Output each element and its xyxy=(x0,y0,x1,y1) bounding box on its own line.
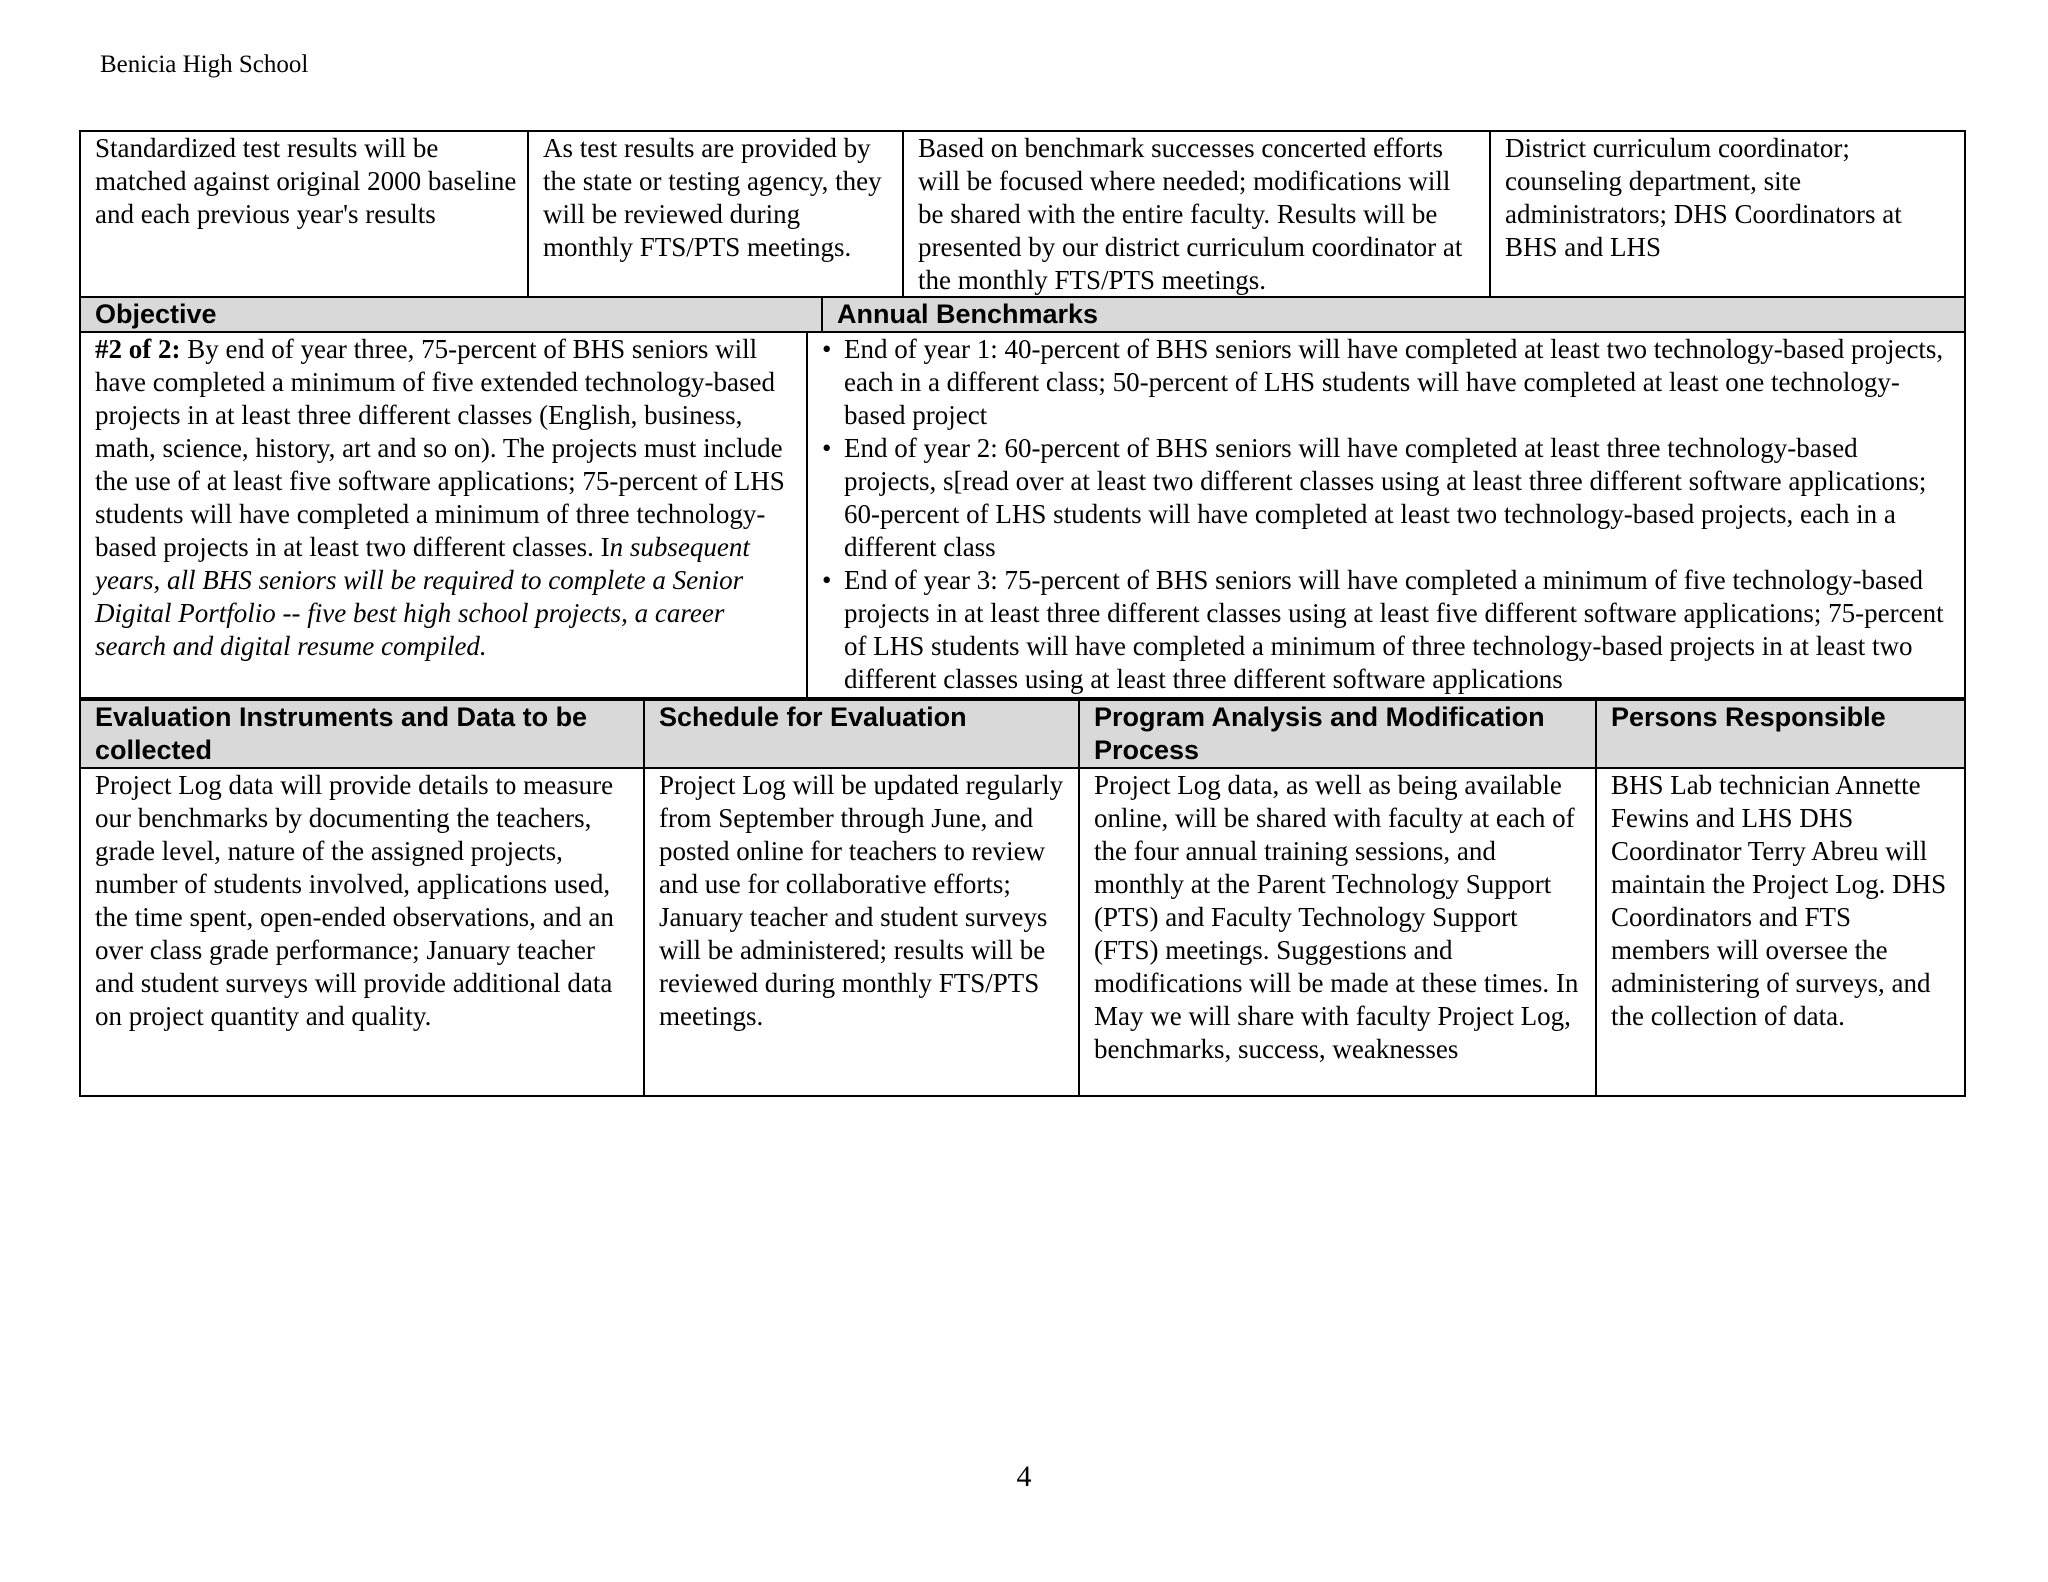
persons-cell: BHS Lab technician Annette Fewins and LHS DHS Coordinator Terry Abreu will maintain the Project Log. DHS Coordinators and FTS members will oversee the administering of surveys, and the collection of data. xyxy=(1596,768,1965,1096)
page-number: 4 xyxy=(1016,1460,1032,1493)
schedule-cell: Project Log will be updated regularly from September through June, and posted online for teachers to review and use for collaborative efforts; January teacher and student surveys will be administered; results will be reviewed during monthly FTS/PTS meetings. xyxy=(644,768,1079,1096)
benchmark-text: End of year 1: 40-percent of BHS seniors will have completed at least two technology-based projects, each in a different class; 50-percent of LHS students will have completed at least one technology-based project xyxy=(844,334,1944,430)
analysis-header: Program Analysis and Modification Process xyxy=(1079,700,1596,768)
evaluation-cell: Standardized test results will be matched against original 2000 baseline and each previous year's results xyxy=(80,131,528,298)
benchmarks-header: Annual Benchmarks xyxy=(822,297,1965,332)
evaluation-cell: Project Log data will provide details to measure our benchmarks by documenting the teachers, grade level, nature of the assigned projects, number of students involved, applications used, the time spent, open-ended observations, and an over class grade performance; January teacher and student surveys will provide additional data on project quantity and quality. xyxy=(80,768,644,1096)
schedule-header: Schedule for Evaluation xyxy=(644,700,1079,768)
list-item xyxy=(822,333,1954,432)
table-row xyxy=(80,131,1965,298)
benchmark-text: End of year 2: 60-percent of BHS seniors will have completed at least three technology-based projects, s[read over at least two different classes using at least three different software applications; 60-percent of LHS students will have completed at least two technology-based projects, each in a different class xyxy=(844,433,1927,562)
list-item xyxy=(822,564,1954,696)
benchmark-text: End of year 3: 75-percent of BHS seniors will have completed a minimum of five technology-based projects in at least three different classes using at least five different software applications; 75-percent of LHS students will have completed a minimum of three technology-based projects in at least two different classes using at least three different software applications xyxy=(844,565,1944,694)
objective-header: Objective xyxy=(80,297,822,332)
bullet-icon: • xyxy=(822,565,832,595)
persons-cell: District curriculum coordinator; counseling department, site administrators; DHS Coordinators at BHS and LHS xyxy=(1490,131,1965,298)
persons-header: Persons Responsible xyxy=(1596,700,1965,768)
evaluation-header: Evaluation Instruments and Data to be collected xyxy=(80,700,644,768)
list-item xyxy=(822,432,1954,564)
bullet-icon: • xyxy=(822,433,832,463)
previous-objective-evaluation-table xyxy=(79,130,1966,299)
table-row xyxy=(80,768,1965,1096)
benchmarks-list xyxy=(822,333,1954,696)
page-header: Benicia High School xyxy=(100,51,309,78)
objective-text: By end of year three, 75-percent of BHS seniors will have completed a minimum of five extended technology-based projects in at least three different classes (English, business, math, science, history, art and so on). The projects must include the use of at least five software applications; 75-percent of LHS students will have completed a minimum of three technology-based projects in at least two different classes. I xyxy=(95,334,785,562)
table-row xyxy=(80,332,1965,698)
objective-cell xyxy=(80,332,807,698)
analysis-cell: Based on benchmark successes concerted efforts will be focused where needed; modifications will be shared with the entire faculty. Results will be presented by our district curriculum coordinator at the monthly FTS/PTS meetings. xyxy=(903,131,1490,298)
objective-italic-text: n subsequent years, all BHS seniors will be required to complete a Senior Digital Portfolio -- five best high school projects, a career search and digital resume compiled. xyxy=(95,532,750,661)
objective-table xyxy=(79,296,1966,699)
table-header-row xyxy=(80,700,1965,768)
benchmarks-cell xyxy=(807,332,1965,698)
objective-label: #2 of 2: xyxy=(95,334,181,364)
analysis-cell: Project Log data, as well as being available online, will be shared with faculty at each of the four annual training sessions, and monthly at the Parent Technology Support (PTS) and Faculty Technology Support (FTS) meetings. Suggestions and modifications will be made at these times. In May we will share with faculty Project Log, benchmarks, success, weaknesses xyxy=(1079,768,1596,1096)
bullet-icon: • xyxy=(822,334,832,364)
table-header-row xyxy=(80,297,1965,332)
schedule-cell: As test results are provided by the state or testing agency, they will be reviewed during monthly FTS/PTS meetings. xyxy=(528,131,903,298)
evaluation-table xyxy=(79,699,1966,1097)
